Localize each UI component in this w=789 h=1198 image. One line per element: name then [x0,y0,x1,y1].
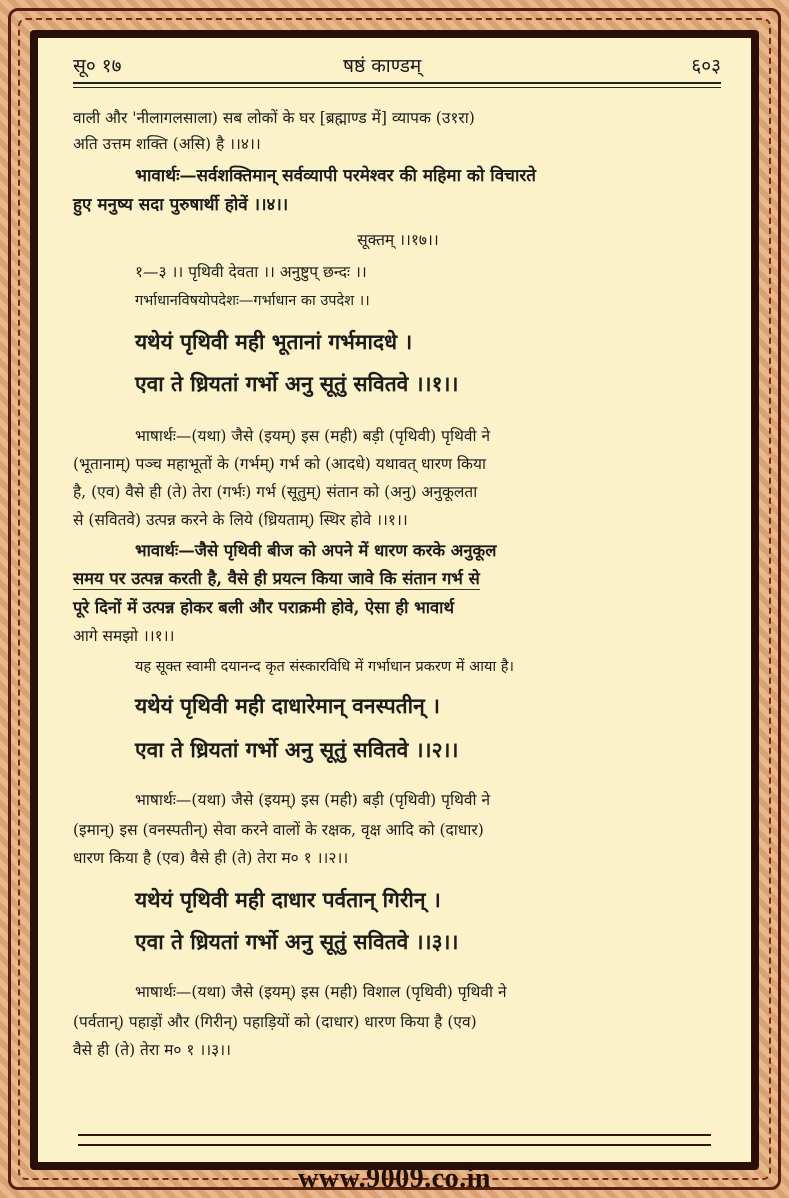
text-line: हुए मनुष्य सदा पुरुषार्थी होवें ।।४।। [73,195,289,215]
text-line: धारण किया है (एव) वैसे ही (ते) तेरा म० १ ।।२।। [73,849,349,867]
text-line: पूरे दिनों में उत्पन्न होकर बली और पराक्रमी होवे, ऐसा ही भावार्थ [73,598,454,617]
bhasharth-line: भाषार्थः—(यथा) जैसे (इयम्) इस (मही) विशाल (पृथिवी) पृथिवी ने [135,983,507,1001]
text-line: (भूतानाम्) पञ्च महाभूतों के (गर्भम्) गर्भ को (आदधे) यथावत् धारण किया [73,455,486,473]
text-line: से (सवितवे) उत्पन्न करने के लिये (ध्रियताम्) स्थिर होवे ।।१।। [73,511,408,529]
header-rule [73,82,721,84]
text-line: वैसे ही (ते) तेरा म० १ ।।३।। [73,1041,231,1059]
text-line: है, (एव) वैसे ही (ते) तेरा (गर्भः) गर्भ (सूतुम्) संतान को (अनु) अनुकूलता [73,483,478,501]
bhasharth-line: भाषार्थः—(यथा) जैसे (इयम्) इस (मही) बड़ी (पृथिवी) पृथिवी ने [135,791,491,809]
footer-ornament [78,1134,711,1146]
header-rule-thin [73,87,721,88]
watermark-url: www.9009.co.in [298,1163,491,1194]
mantra-line: एवा ते ध्रियतां गर्भो अनु सूतुं सवितवे ।।२।। [135,737,459,762]
text-line: वाली और 'नीलागलसाला) सब लोकों के घर [ब्रह्माण्ड में] व्यापक (उ१रा) [73,109,475,127]
mantra-line: एवा ते ध्रियतां गर्भो अनु सूतुं सवितवे ।।१।। [135,371,459,396]
bhavartha-heading: भावार्थः—सर्वशक्तिमान् सर्वव्यापी परमेश्वर की महिमा को विचारते [135,166,536,186]
page-number: ६०३ [691,55,721,77]
text-line: (पर्वतान्) पहाड़ों और (गिरीन्) पहाड़ियों को (दाधार) धारण किया है (एव) [73,1013,477,1031]
sukta-heading: सूक्तम् ।।१७।। [357,231,439,249]
page-header [73,52,721,86]
scanned-page [38,38,751,1162]
kanda-title: षष्ठं काण्डम् [343,55,422,77]
text-line: (इमान्) इस (वनस्पतीन्) सेवा करने वालों के रक्षक, वृक्ष आदि को (दाधार) [73,821,484,839]
mantra-line: एवा ते ध्रियतां गर्भो अनु सूतुं सवितवे ।।३।। [135,929,459,954]
bhavartha-heading: भावार्थः—जैसे पृथिवी बीज को अपने में धारण करके अनुकूल [135,541,497,560]
bhasharth-line: भाषार्थः—(यथा) जैसे (इयम्) इस (मही) बड़ी (पृथिवी) पृथिवी ने [135,427,491,445]
mantra-line: यथेयं पृथिवी मही दाधारेमान् वनस्पतीन् । [135,693,441,718]
mantra-line: यथेयं पृथिवी मही दाधार पर्वतान् गिरीन् । [135,887,441,912]
text-line: आगे समझो ।।१।। [73,627,175,645]
topic-line: गर्भाधानविषयोपदेशः—गर्भाधान का उपदेश ।। [135,293,370,309]
sukta-number: सू० १७ [73,55,122,77]
devata-line: १—३ ।। पृथिवी देवता ।। अनुष्टुप् छन्दः ।। [135,263,367,281]
text-line: अति उत्तम शक्ति (असि) है ।।४।। [73,135,261,153]
note-line: यह सूक्त स्वामी दयानन्द कृत संस्कारविधि में गर्भाधान प्रकरण में आया है। [135,659,514,675]
text-line: समय पर उत्पन्न करती है, वैसे ही प्रयत्न किया जावे कि संतान गर्भ से [73,566,480,590]
mantra-line: यथेयं पृथिवी मही भूतानां गर्भमादधे । [135,329,413,354]
